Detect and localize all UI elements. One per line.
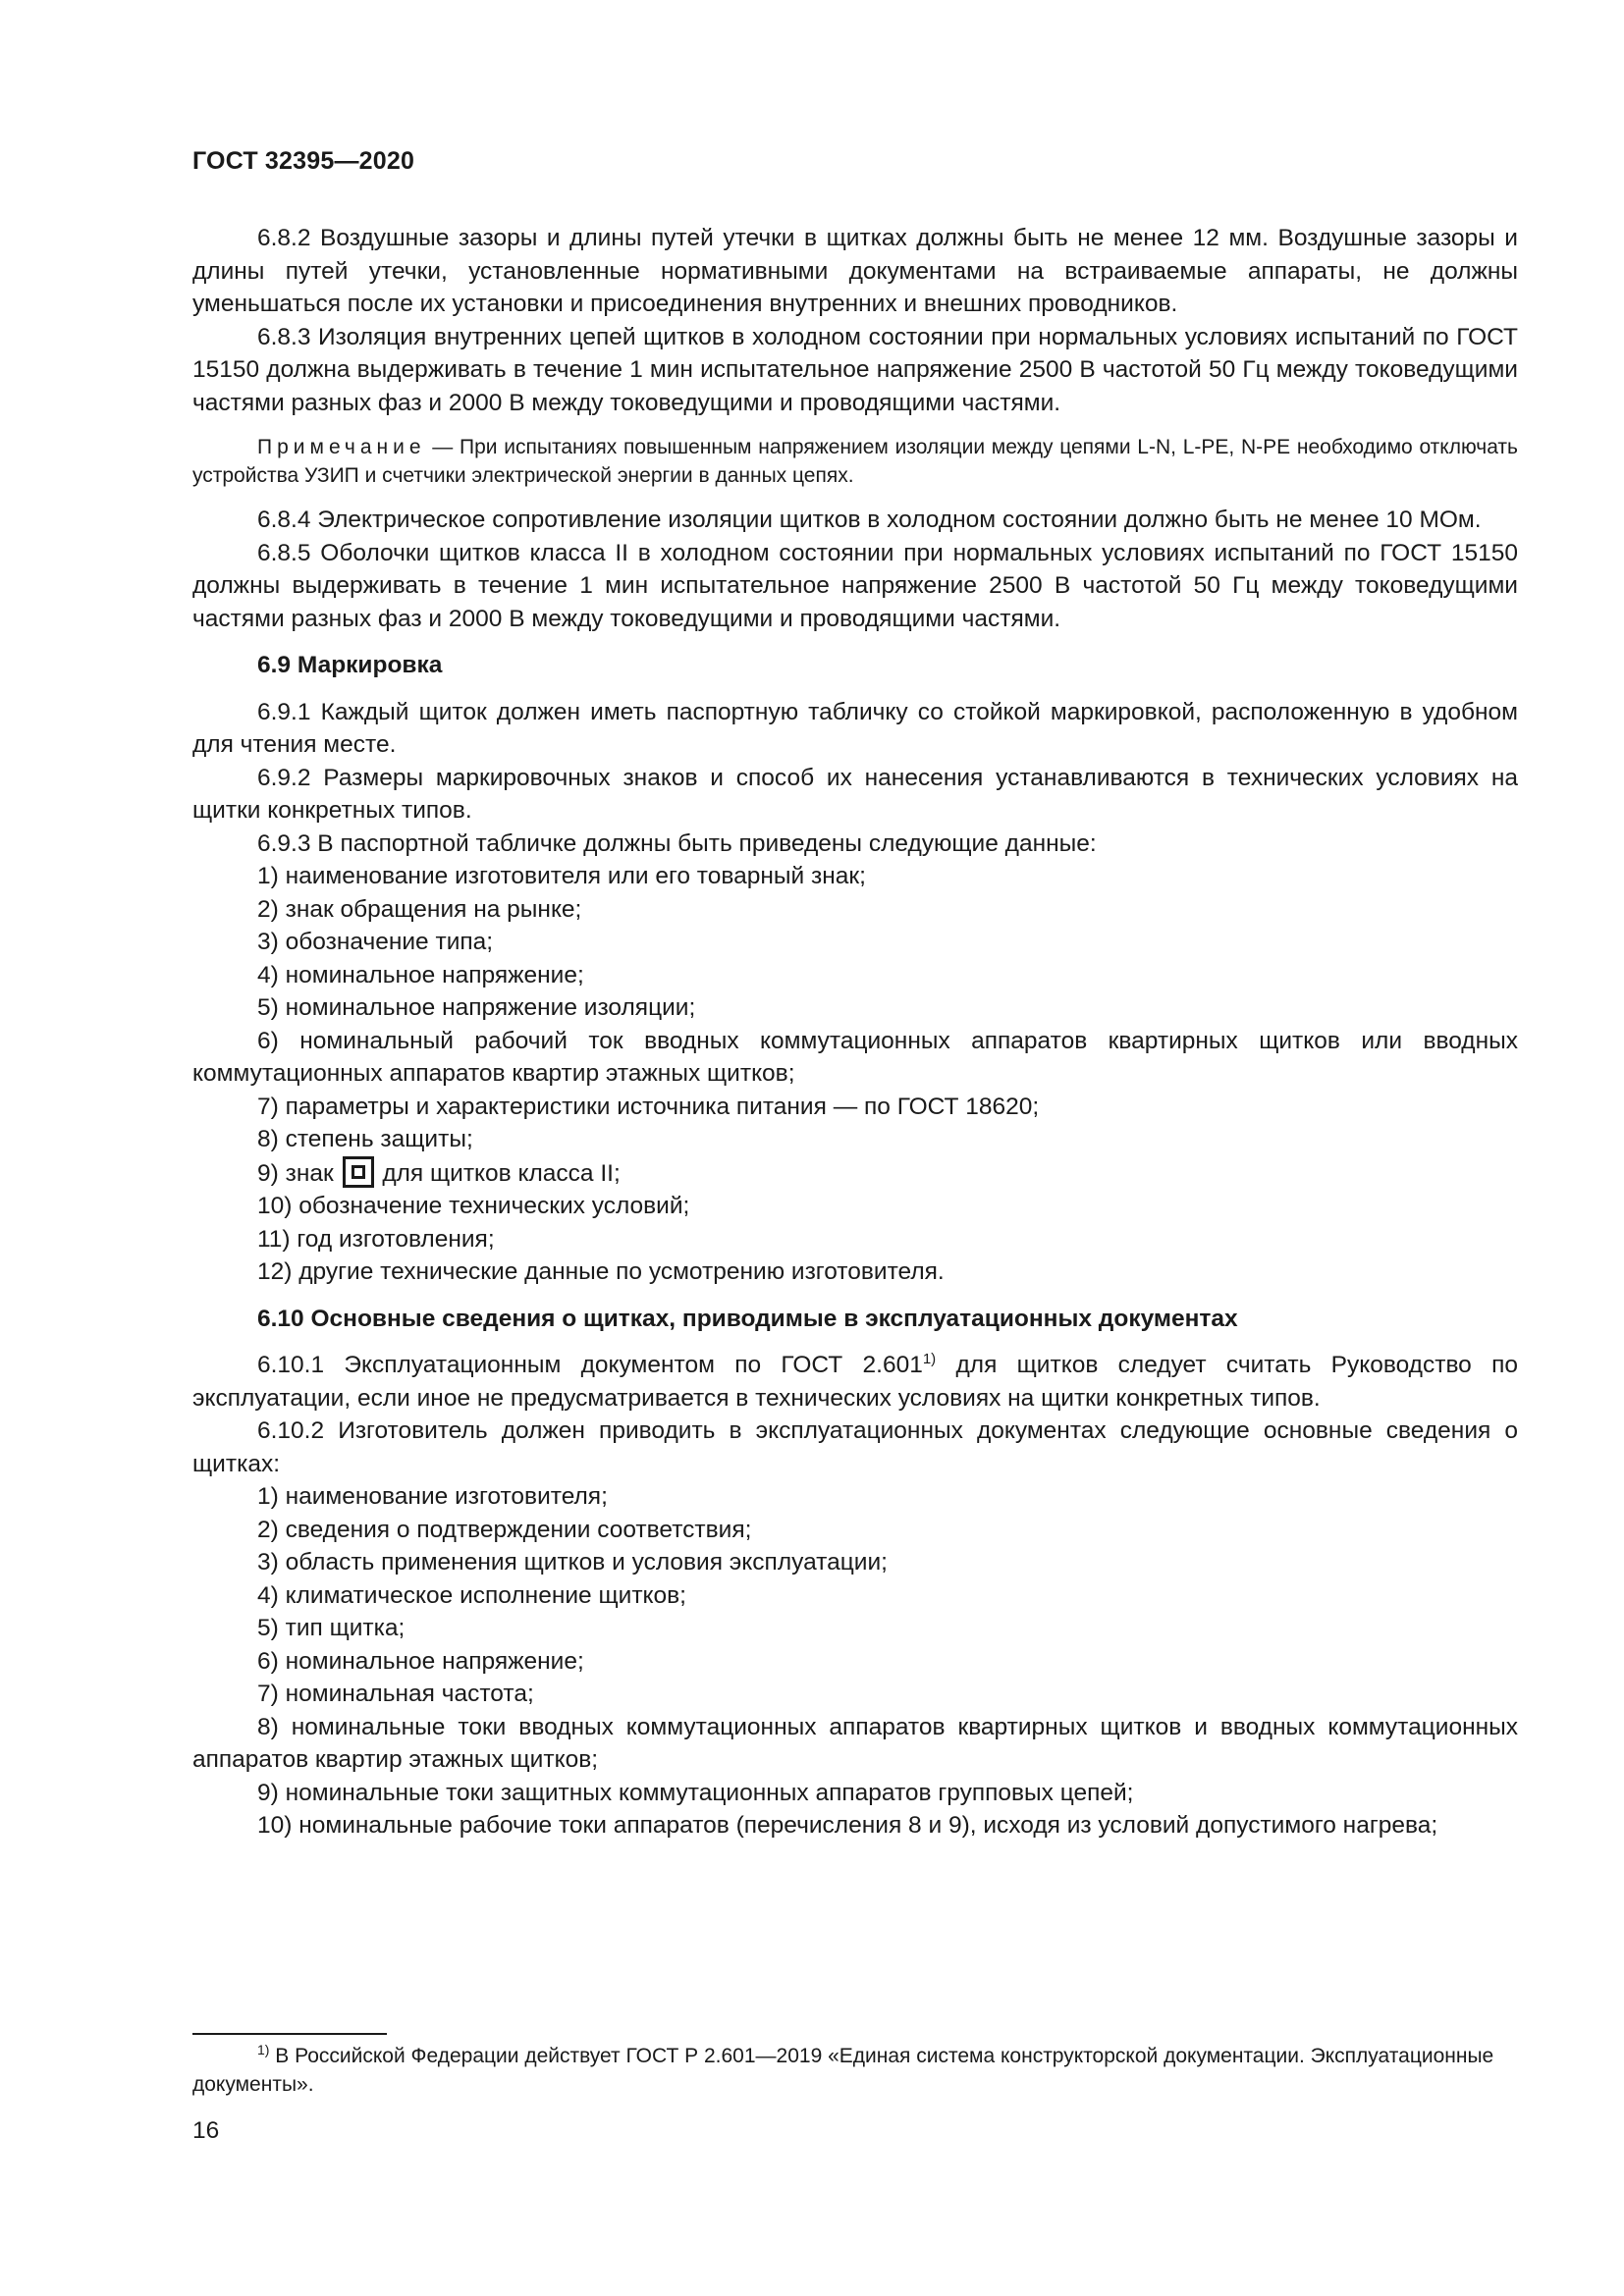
- list-item: 4) номинальное напряжение;: [257, 961, 584, 988]
- section-heading: 6.9 Маркировка: [257, 652, 443, 678]
- section-heading: 6.10 Основные сведения о щитках, приводимые в эксплуатационных документах: [257, 1305, 1238, 1332]
- paragraph: 6.8.5 Оболочки щитков класса II в холодном состоянии при нормальных условиях испытаний по ГОСТ 15150 должны выдерживать в течение 1 мин испытательное напряжение 2500 В частотой 50 Гц между токоведущими частями разных фаз и 2000 В между токоведущими и проводящими частями.: [192, 539, 1518, 632]
- list-item: 3) область применения щитков и условия эксплуатации;: [257, 1549, 888, 1575]
- list-item: 7) параметры и характеристики источника питания — по ГОСТ 18620;: [257, 1093, 1040, 1120]
- document-body: [192, 222, 1518, 1842]
- list-item: 12) другие технические данные по усмотрению изготовителя.: [257, 1258, 945, 1285]
- paragraph: 6.8.3 Изоляция внутренних цепей щитков в холодном состоянии при нормальных условиях испытаний по ГОСТ 15150 должна выдерживать в течение 1 мин испытательное напряжение 2500 В частотой 50 Гц между токоведущими частями разных фаз и 2000 В между токоведущими и проводящими частями.: [192, 323, 1518, 416]
- list-item: 8) номинальные токи вводных коммутационных аппаратов квартирных щитков и вводных коммутационных аппаратов квартир этажных щитков;: [192, 1713, 1518, 1773]
- list-item: 3) обозначение типа;: [257, 929, 494, 955]
- list-item-text: для щитков класса II;: [375, 1159, 621, 1187]
- page-number: 16: [192, 2117, 220, 2144]
- paragraph: 6.9.2 Размеры маркировочных знаков и способ их нанесения устанавливаются в технических условиях на щитки конкретных типов.: [192, 764, 1518, 824]
- footnote: [192, 2042, 1518, 2099]
- list-item: 4) климатическое исполнение щитков;: [257, 1581, 686, 1609]
- list-item: [192, 1156, 1518, 1191]
- note-text: — При испытаниях повышенным напряжением изоляции между цепями L-N, L-PE, N-PE необходимо отключать устройства УЗИП и счетчики электрической энергии в данных цепях.: [192, 436, 1518, 487]
- paragraph: 6.9.1 Каждый щиток должен иметь паспортную табличку со стойкой маркировкой, расположенную в удобном для чтения месте.: [192, 698, 1518, 758]
- class-ii-double-square-icon: [343, 1156, 374, 1188]
- note-label: Примечание: [257, 436, 426, 458]
- list-item: 1) наименование изготовителя;: [257, 1483, 608, 1510]
- list-item: 6) номинальное напряжение;: [257, 1647, 584, 1675]
- paragraph: [192, 1349, 1518, 1415]
- list-item: 1) наименование изготовителя или его товарный знак;: [257, 863, 866, 889]
- list-item: 5) тип щитка;: [257, 1615, 406, 1641]
- list-item: 2) сведения о подтверждении соответствия;: [257, 1516, 752, 1543]
- list-item: 7) номинальная частота;: [257, 1681, 534, 1707]
- footnote-separator: [192, 2033, 387, 2035]
- list-item: 8) степень защиты;: [257, 1126, 473, 1152]
- list-item: 10) номинальные рабочие токи аппаратов (перечисления 8 и 9), исходя из условий допустимого нагрева;: [257, 1812, 1438, 1839]
- paragraph-text: 6.10.1 Эксплуатационным документом по ГОСТ 2.601: [257, 1352, 923, 1378]
- list-item: 6) номинальный рабочий ток вводных коммутационных аппаратов квартирных щитков или вводных коммутационных аппаратов квартир этажных щитков;: [192, 1027, 1518, 1087]
- footnote-ref: 1): [922, 1351, 937, 1367]
- paragraph: 6.8.2 Воздушные зазоры и длины путей утечки в щитках должны быть не менее 12 мм. Воздушные зазоры и длины путей утечки, установленные нормативными документами на встраиваемые аппараты, не должны уменьшаться после их установки и присоединения внутренних и внешних проводников.: [192, 225, 1518, 317]
- note: [192, 433, 1518, 490]
- list-item-text: 9) знак: [257, 1159, 341, 1187]
- paragraph: 6.8.4 Электрическое сопротивление изоляции щитков в холодном состоянии должно быть не менее 10 МОм.: [257, 507, 1482, 533]
- list-item: 11) год изготовления;: [257, 1225, 495, 1253]
- list-item: 5) номинальное напряжение изоляции;: [257, 994, 696, 1021]
- paragraph-text: для щитков следует считать Руководство по эксплуатации, если иное не предусматривается в технических условиях на щитки конкретных типов.: [192, 1352, 1518, 1412]
- document-header: ГОСТ 32395—2020: [192, 147, 415, 175]
- footnote-marker: 1): [257, 2042, 270, 2057]
- list-item: 9) номинальные токи защитных коммутационных аппаратов групповых цепей;: [257, 1779, 1134, 1806]
- list-item: 10) обозначение технических условий;: [257, 1193, 690, 1219]
- paragraph: 6.10.2 Изготовитель должен приводить в эксплуатационных документах следующие основные сведения о щитках:: [192, 1417, 1518, 1477]
- paragraph: 6.9.3 В паспортной табличке должны быть приведены следующие данные:: [257, 829, 1097, 857]
- footnote-text: В Российской Федерации действует ГОСТ Р 2.601—2019 «Единая система конструкторской документации. Эксплуатационные документы».: [192, 2045, 1494, 2096]
- list-item: 2) знак обращения на рынке;: [257, 895, 582, 923]
